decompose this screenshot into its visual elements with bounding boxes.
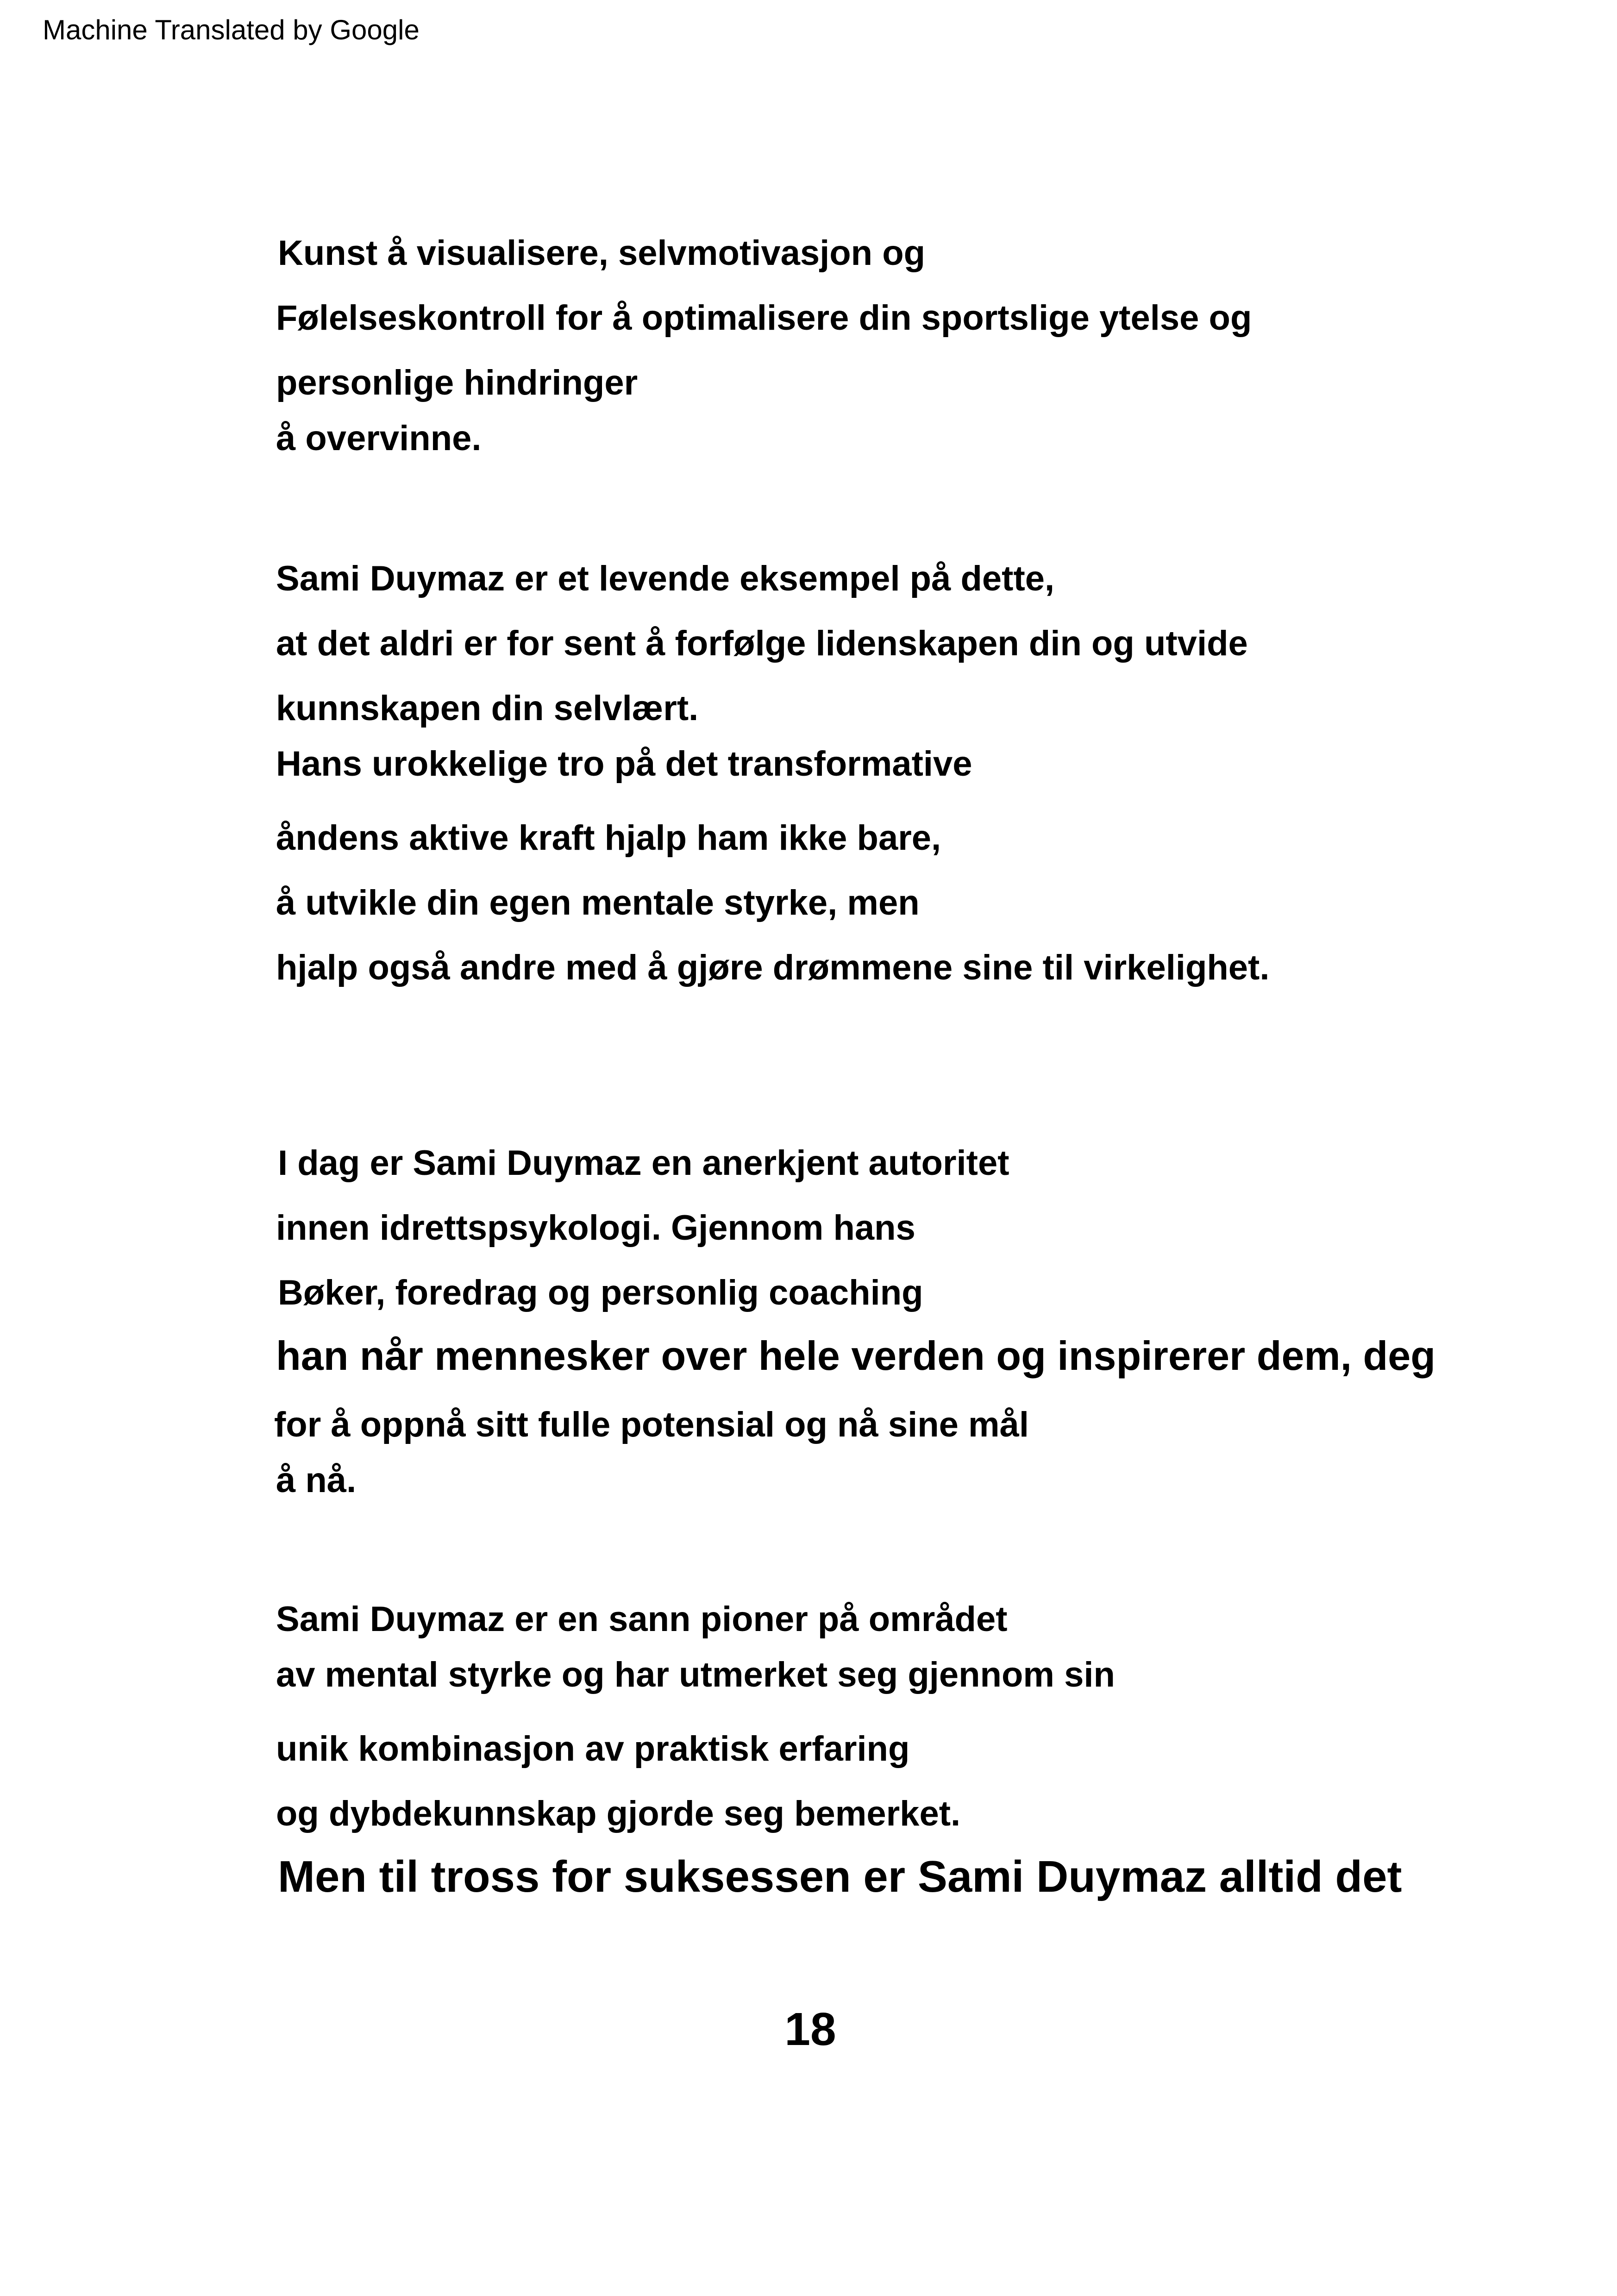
text-line: å overvinne. bbox=[276, 419, 482, 458]
text-line: personlige hindringer bbox=[276, 363, 638, 402]
text-line: for å oppnå sitt fulle potensial og nå sine mål bbox=[274, 1405, 1029, 1444]
text-line: å utvikle din egen mentale styrke, men bbox=[276, 883, 920, 922]
text-line: innen idrettspsykologi. Gjennom hans bbox=[276, 1208, 915, 1248]
text-line: og dybdekunnskap gjorde seg bemerket. bbox=[276, 1794, 961, 1833]
machine-translation-note: Machine Translated by Google bbox=[43, 14, 420, 45]
page-number: 18 bbox=[784, 2003, 836, 2055]
text-line: unik kombinasjon av praktisk erfaring bbox=[276, 1729, 910, 1769]
text-line: Hans urokkelige tro på det transformative bbox=[276, 744, 972, 784]
text-line: Kunst å visualisere, selvmotivasjon og bbox=[278, 233, 926, 273]
text-line: Sami Duymaz er en sann pioner på området bbox=[276, 1600, 1008, 1639]
text-line: Men til tross for suksessen er Sami Duymaz alltid det bbox=[278, 1852, 1402, 1901]
text-line: I dag er Sami Duymaz en anerkjent autoritet bbox=[278, 1143, 1009, 1183]
text-line: Sami Duymaz er et levende eksempel på dette, bbox=[276, 559, 1055, 598]
text-line: hjalp også andre med å gjøre drømmene sine til virkelighet. bbox=[276, 948, 1270, 987]
text-line: at det aldri er for sent å forfølge lidenskapen din og utvide bbox=[276, 624, 1248, 663]
text-line: han når mennesker over hele verden og inspirerer dem, deg bbox=[276, 1333, 1436, 1379]
text-line: av mental styrke og har utmerket seg gjennom sin bbox=[276, 1655, 1115, 1694]
text-line: Bøker, foredrag og personlig coaching bbox=[278, 1273, 923, 1312]
text-line: åndens aktive kraft hjalp ham ikke bare, bbox=[276, 818, 941, 858]
text-line: kunnskapen din selvlært. bbox=[276, 689, 699, 728]
text-line: å nå. bbox=[276, 1461, 357, 1500]
text-line: Følelseskontroll for å optimalisere din sportslige ytelse og bbox=[276, 298, 1252, 338]
